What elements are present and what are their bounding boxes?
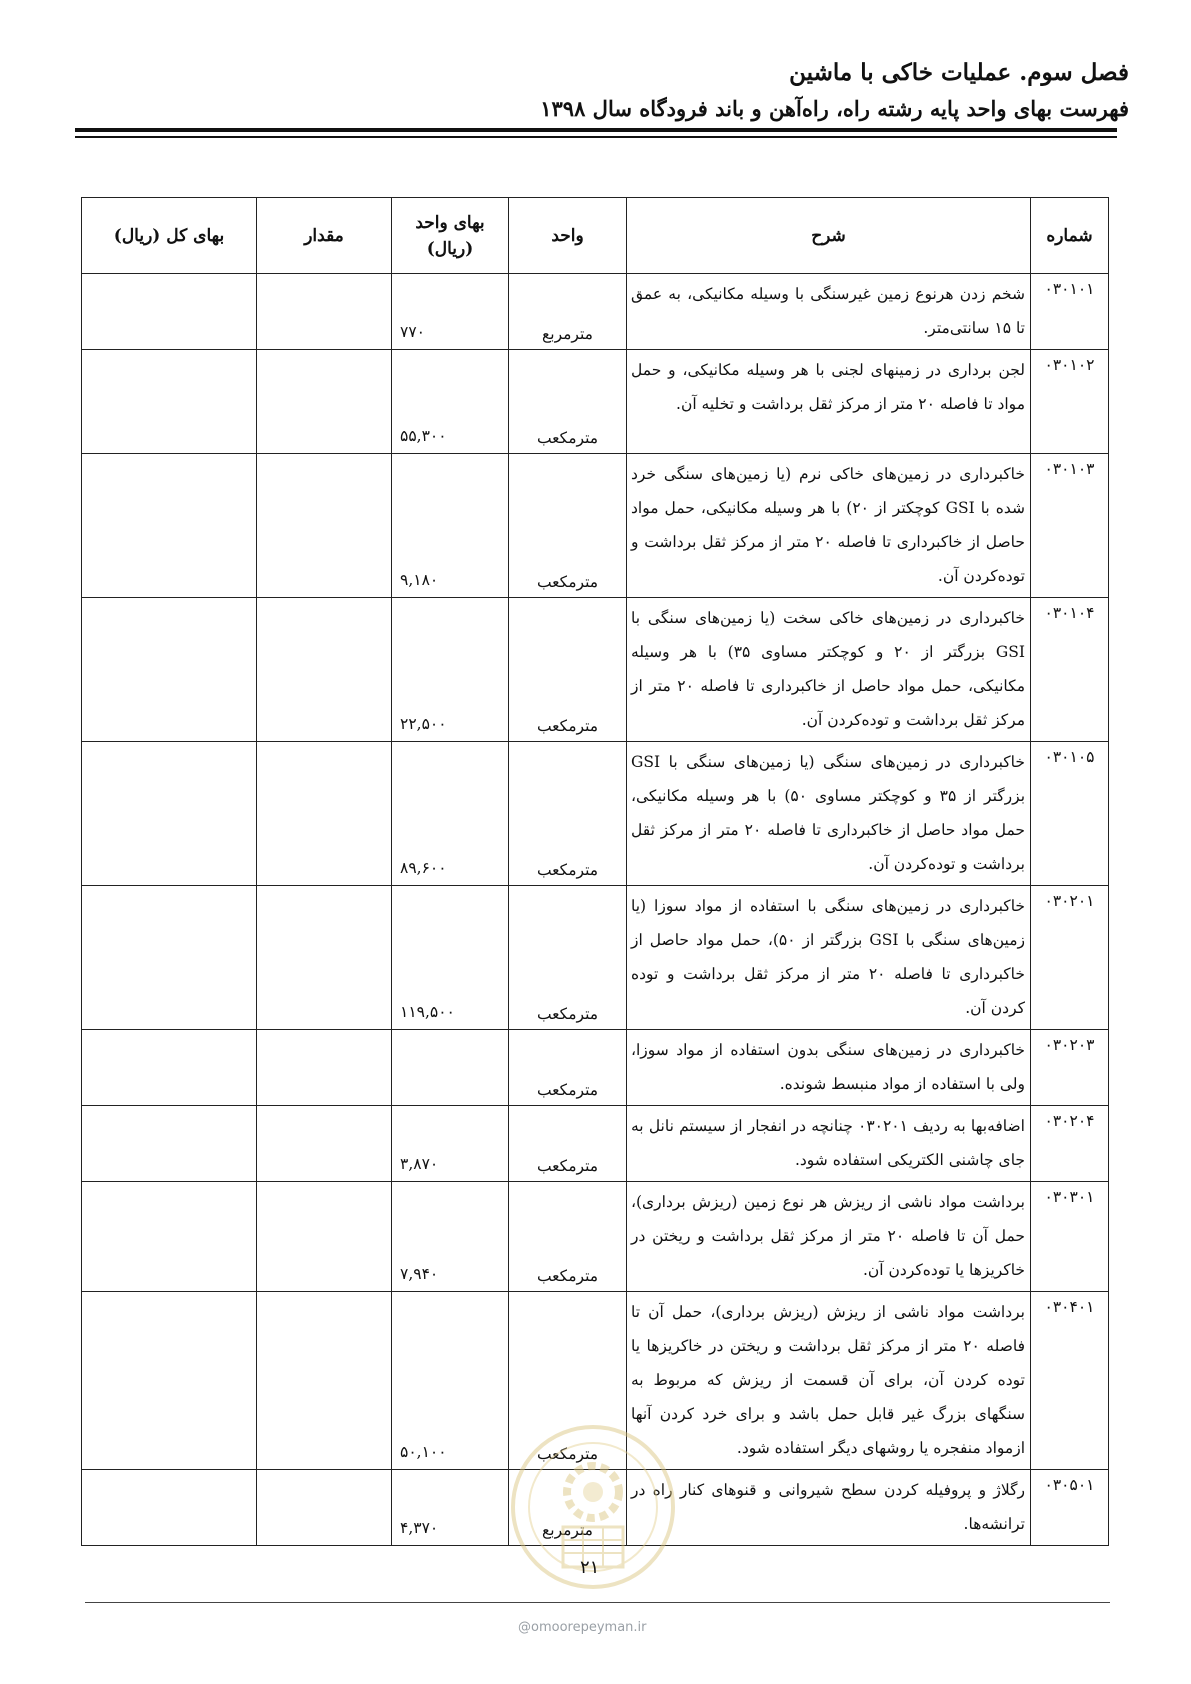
table-row bbox=[82, 1182, 1109, 1292]
header-rule-thick bbox=[75, 128, 1117, 132]
row-number: ۰۳۰۴۰۱ bbox=[1031, 1292, 1109, 1470]
row-unit-price: ۸۹,۶۰۰ bbox=[392, 742, 509, 886]
table-header-row bbox=[82, 198, 1109, 274]
footer-rule bbox=[85, 1602, 1110, 1603]
row-unit: مترمکعب bbox=[509, 454, 627, 598]
col-description-header: شرح bbox=[627, 198, 1031, 274]
row-number: ۰۳۰۲۰۴ bbox=[1031, 1106, 1109, 1182]
header-rule-thin bbox=[75, 136, 1117, 138]
chapter-title: فصل سوم. عملیات خاکی با ماشین bbox=[789, 59, 1129, 86]
row-description: لجن برداری در زمینهای لجنی با هر وسیله مکانیکی، و حمل مواد تا فاصله ۲۰ متر از مرکز ثقل برداشت و تخلیه آن. bbox=[627, 350, 1031, 454]
row-unit-price: ۷۷۰ bbox=[392, 274, 509, 350]
row-quantity bbox=[257, 1182, 392, 1292]
price-list-table bbox=[81, 197, 1109, 1546]
row-unit: مترمکعب bbox=[509, 350, 627, 454]
table-row bbox=[82, 350, 1109, 454]
table-row bbox=[82, 1030, 1109, 1106]
row-total bbox=[82, 1470, 257, 1546]
row-unit: مترمکعب bbox=[509, 886, 627, 1030]
row-unit-price: ۴,۳۷۰ bbox=[392, 1470, 509, 1546]
row-number: ۰۳۰۱۰۳ bbox=[1031, 454, 1109, 598]
row-total bbox=[82, 742, 257, 886]
row-number: ۰۳۰۱۰۱ bbox=[1031, 274, 1109, 350]
row-unit: مترمکعب bbox=[509, 1292, 627, 1470]
page-number: ۲۱ bbox=[580, 1557, 600, 1578]
row-unit-price: ۷,۹۴۰ bbox=[392, 1182, 509, 1292]
row-total bbox=[82, 1030, 257, 1106]
col-unit-price-header bbox=[392, 198, 509, 274]
row-unit-price: ۵۰,۱۰۰ bbox=[392, 1292, 509, 1470]
table-row bbox=[82, 742, 1109, 886]
row-number: ۰۳۰۱۰۵ bbox=[1031, 742, 1109, 886]
row-total bbox=[82, 598, 257, 742]
row-quantity bbox=[257, 454, 392, 598]
row-unit-price: ۹,۱۸۰ bbox=[392, 454, 509, 598]
row-quantity bbox=[257, 598, 392, 742]
unit-price-header-line2: (ریال) bbox=[426, 238, 474, 259]
row-number: ۰۳۰۳۰۱ bbox=[1031, 1182, 1109, 1292]
table-row bbox=[82, 886, 1109, 1030]
row-description: خاکبرداری در زمین‌های سنگی با استفاده از مواد سوزا (یا زمین‌های سنگی با GSI بزرگتر از ۵۰)، حمل مواد حاصل از خاکبرداری تا فاصله ۲۰ متر از مرکز ثقل برداشت و توده کردن آن. bbox=[627, 886, 1031, 1030]
unit-price-header-line1: بهای واحد bbox=[415, 212, 485, 233]
row-quantity bbox=[257, 1106, 392, 1182]
row-unit-price: ۳,۸۷۰ bbox=[392, 1106, 509, 1182]
row-quantity bbox=[257, 886, 392, 1030]
row-description: برداشت مواد ناشی از ریزش (ریزش برداری)، حمل آن تا فاصله ۲۰ متر از مرکز ثقل برداشت و ریختن در خاکریزها یا توده کردن آن، برای آن قسمت از ریزش که مربوط به سنگهای بزرگ غیر قابل حمل باشد و برای خرد کردن آنها ازمواد منفجره یا روشهای دیگر استفاده شود. bbox=[627, 1292, 1031, 1470]
row-description: برداشت مواد ناشی از ریزش هر نوع زمین (ریزش برداری)، حمل آن تا فاصله ۲۰ متر از مرکز ثقل برداشت و ریختن در خاکریزها یا توده‌کردن آن. bbox=[627, 1182, 1031, 1292]
col-total-header: بهای کل (ریال) bbox=[82, 198, 257, 274]
row-total bbox=[82, 1106, 257, 1182]
row-quantity bbox=[257, 1292, 392, 1470]
row-number: ۰۳۰۵۰۱ bbox=[1031, 1470, 1109, 1546]
row-quantity bbox=[257, 274, 392, 350]
row-unit: مترمربع bbox=[509, 274, 627, 350]
row-description: رگلاژ و پروفیله کردن سطح شیروانی و قنوهای کنار راه در ترانشه‌ها. bbox=[627, 1470, 1031, 1546]
row-quantity bbox=[257, 1030, 392, 1106]
col-unit-header: واحد bbox=[509, 198, 627, 274]
row-number: ۰۳۰۲۰۳ bbox=[1031, 1030, 1109, 1106]
page-header bbox=[540, 58, 1129, 124]
row-number: ۰۳۰۱۰۲ bbox=[1031, 350, 1109, 454]
row-description: اضافه‌بها به ردیف ۰۳۰۲۰۱ چنانچه در انفجار از سیستم نانل به جای چاشنی الکتریکی استفاده شود. bbox=[627, 1106, 1031, 1182]
row-description: خاکبرداری در زمین‌های خاکی نرم (یا زمین‌های سنگی خرد شده با GSI کوچکتر از ۲۰) با هر وسیله مکانیکی، حمل مواد حاصل از خاکبرداری تا فاصله ۲۰ متر از مرکز ثقل برداشت و توده‌کردن آن. bbox=[627, 454, 1031, 598]
document-subtitle: فهرست بهای واحد پایه رشته راه، راه‌آهن و باند فرودگاه سال ۱۳۹۸ bbox=[540, 96, 1129, 121]
row-total bbox=[82, 274, 257, 350]
row-unit: مترمربع bbox=[509, 1470, 627, 1546]
row-quantity bbox=[257, 350, 392, 454]
row-quantity bbox=[257, 1470, 392, 1546]
row-unit: مترمکعب bbox=[509, 1182, 627, 1292]
row-total bbox=[82, 886, 257, 1030]
table-row bbox=[82, 274, 1109, 350]
row-unit: مترمکعب bbox=[509, 1106, 627, 1182]
table-row bbox=[82, 1106, 1109, 1182]
table-row bbox=[82, 598, 1109, 742]
row-number: ۰۳۰۱۰۴ bbox=[1031, 598, 1109, 742]
row-unit: مترمکعب bbox=[509, 598, 627, 742]
row-total bbox=[82, 1182, 257, 1292]
row-unit-price: ۱۱۹,۵۰۰ bbox=[392, 886, 509, 1030]
row-unit-price bbox=[392, 1030, 509, 1106]
row-unit-price: ۵۵,۳۰۰ bbox=[392, 350, 509, 454]
row-number: ۰۳۰۲۰۱ bbox=[1031, 886, 1109, 1030]
row-unit: مترمکعب bbox=[509, 742, 627, 886]
row-unit-price: ۲۲,۵۰۰ bbox=[392, 598, 509, 742]
row-description: خاکبرداری در زمین‌های سنگی بدون استفاده از مواد سوزا، ولی با استفاده از مواد منبسط شونده. bbox=[627, 1030, 1031, 1106]
col-number-header: شماره bbox=[1031, 198, 1109, 274]
row-description: خاکبرداری در زمین‌های خاکی سخت (یا زمین‌های سنگی با GSI بزرگتر از ۲۰ و کوچکتر مساوی ۳۵) با هر وسیله مکانیکی، حمل مواد حاصل از خاکبرداری تا فاصله ۲۰ متر از مرکز ثقل برداشت و توده‌کردن آن. bbox=[627, 598, 1031, 742]
row-description: شخم زدن هرنوع زمین غیرسنگی با وسیله مکانیکی، به عمق تا ۱۵ سانتی‌متر. bbox=[627, 274, 1031, 350]
row-total bbox=[82, 350, 257, 454]
row-quantity bbox=[257, 742, 392, 886]
watermark-url: @omoorepeyman.ir bbox=[518, 1620, 647, 1635]
row-total bbox=[82, 454, 257, 598]
table-row bbox=[82, 454, 1109, 598]
col-quantity-header: مقدار bbox=[257, 198, 392, 274]
row-total bbox=[82, 1292, 257, 1470]
row-unit: مترمکعب bbox=[509, 1030, 627, 1106]
row-description: خاکبرداری در زمین‌های سنگی (یا زمین‌های سنگی با GSI بزرگتر از ۳۵ و کوچکتر مساوی ۵۰) با هر وسیله مکانیکی، حمل مواد حاصل از خاکبرداری تا فاصله ۲۰ متر از مرکز ثقل برداشت و توده‌کردن آن. bbox=[627, 742, 1031, 886]
